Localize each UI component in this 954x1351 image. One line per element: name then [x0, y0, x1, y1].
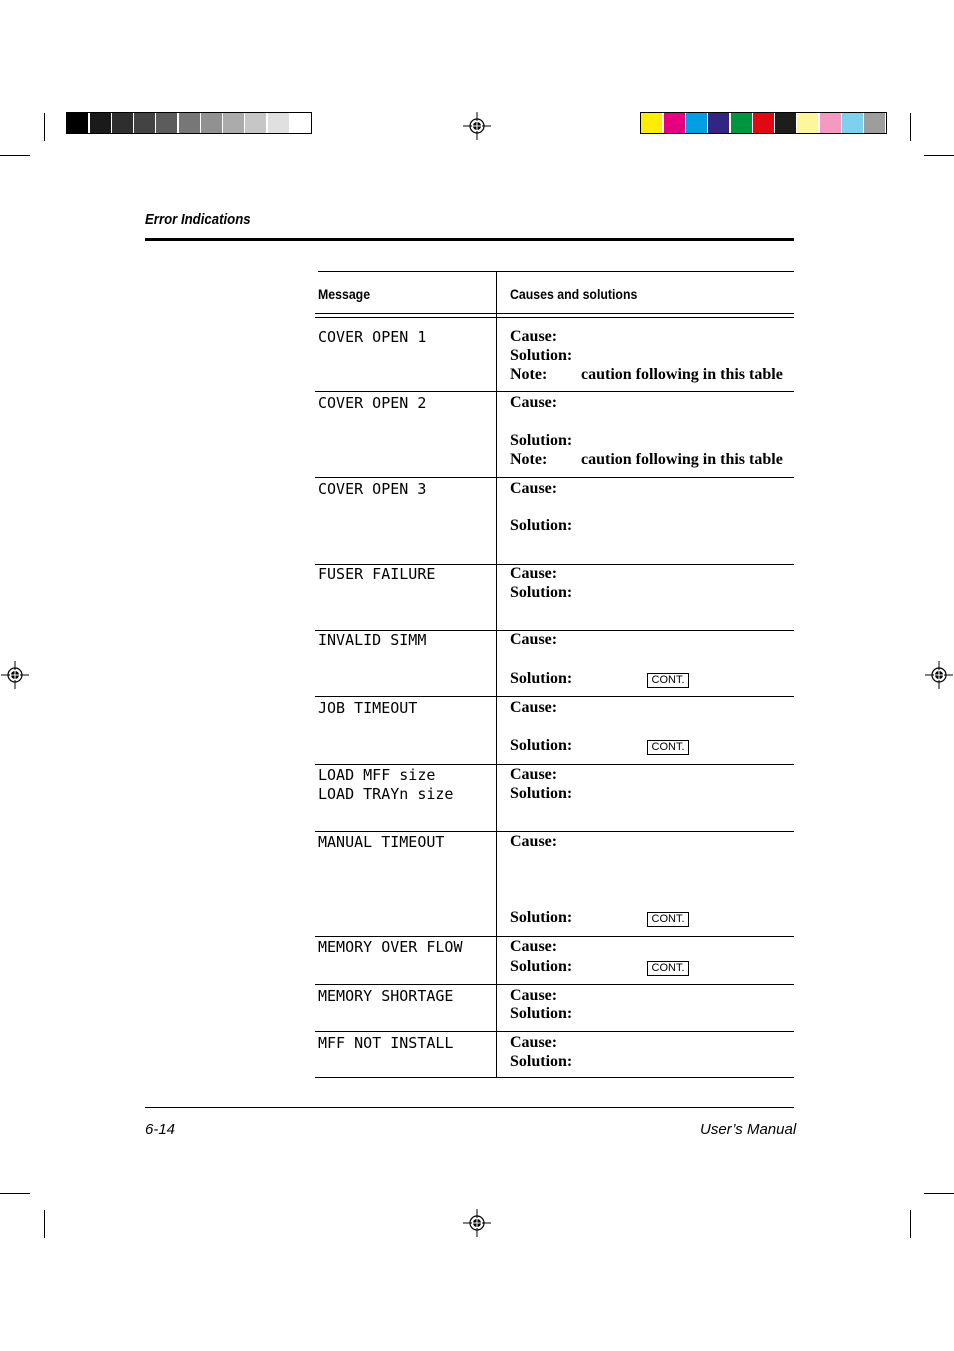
solution-label: Solution: — [510, 347, 573, 364]
section-title: Error Indications — [145, 211, 251, 228]
row-divider — [315, 696, 794, 697]
crop-mark — [0, 155, 30, 156]
solution-label: Solution: — [510, 670, 573, 687]
solution-label: Solution: — [510, 517, 573, 534]
solution-label: Solution: — [510, 584, 573, 601]
cs-6 — [775, 113, 796, 133]
cause-label: Cause: — [510, 328, 558, 345]
error-message: LOAD MFF size LOAD TRAYn size — [318, 766, 454, 803]
cs-7 — [797, 113, 818, 133]
error-message: COVER OPEN 2 — [318, 394, 427, 412]
error-message: MEMORY SHORTAGE — [318, 987, 454, 1005]
crop-mark — [44, 113, 45, 141]
header-rule — [145, 238, 794, 241]
gs-0 — [67, 113, 88, 133]
gs-6 — [201, 113, 222, 133]
crop-mark — [0, 1193, 30, 1194]
cause-label: Cause: — [510, 480, 558, 497]
column-header-causes: Causes and solutions — [510, 286, 638, 302]
row-divider — [315, 391, 794, 392]
cont-key-label: CONT. — [647, 673, 689, 688]
error-message: COVER OPEN 1 — [318, 328, 427, 346]
solution-label: Solution: — [510, 737, 573, 754]
cont-key-label: CONT. — [647, 961, 689, 976]
cause-label: Cause: — [510, 1034, 558, 1051]
solution-label: Solution: — [510, 432, 573, 449]
cause-label: Cause: — [510, 699, 558, 716]
note-label: Note: — [510, 451, 548, 468]
registration-mark-icon — [463, 1209, 491, 1237]
column-header-message: Message — [318, 286, 371, 302]
note-label: Note: — [510, 366, 548, 383]
footer-rule — [145, 1107, 794, 1108]
gs-4 — [156, 113, 177, 133]
cs-3 — [708, 113, 729, 133]
row-divider — [315, 936, 794, 937]
gs-8 — [245, 113, 266, 133]
note-text: caution following in this table — [581, 366, 783, 383]
crop-mark — [924, 155, 954, 156]
crop-mark — [924, 1193, 954, 1194]
error-message: COVER OPEN 3 — [318, 480, 427, 498]
registration-mark-icon — [463, 112, 491, 140]
gs-5 — [179, 113, 200, 133]
solution-label: Solution: — [510, 909, 573, 926]
header-double-rule — [315, 313, 794, 314]
cs-2 — [686, 113, 707, 133]
table-bottom-rule — [315, 1077, 794, 1078]
error-message: FUSER FAILURE — [318, 565, 436, 583]
solution-label: Solution: — [510, 958, 573, 975]
header-double-rule — [315, 317, 794, 318]
gs-1 — [90, 113, 111, 133]
cs-10 — [864, 113, 885, 133]
gs-7 — [223, 113, 244, 133]
cause-label: Cause: — [510, 631, 558, 648]
gs-3 — [134, 113, 155, 133]
row-divider — [315, 984, 794, 985]
solution-label: Solution: — [510, 1005, 573, 1022]
manual-title: User’s Manual — [700, 1121, 797, 1138]
crop-mark — [910, 113, 911, 141]
crop-mark — [910, 1210, 911, 1238]
table-top-rule — [318, 271, 794, 272]
solution-label: Solution: — [510, 785, 573, 802]
error-message: INVALID SIMM — [318, 631, 427, 649]
cs-5 — [753, 113, 774, 133]
gs-9 — [268, 113, 289, 133]
row-divider — [315, 1031, 794, 1032]
cs-9 — [842, 113, 863, 133]
cause-label: Cause: — [510, 766, 558, 783]
note-text: caution following in this table — [581, 451, 783, 468]
cs-0 — [641, 113, 662, 133]
solution-label: Solution: — [510, 1053, 573, 1070]
cs-8 — [820, 113, 841, 133]
cause-label: Cause: — [510, 394, 558, 411]
registration-mark-icon — [1, 661, 29, 689]
error-message: MFF NOT INSTALL — [318, 1034, 454, 1052]
crop-mark — [44, 1210, 45, 1238]
cont-key-label: CONT. — [647, 912, 689, 927]
error-message: MANUAL TIMEOUT — [318, 833, 445, 851]
cause-label: Cause: — [510, 987, 558, 1004]
error-message: JOB TIMEOUT — [318, 699, 418, 717]
page-number: 6-14 — [145, 1121, 176, 1138]
cause-label: Cause: — [510, 938, 558, 955]
cont-key-label: CONT. — [647, 740, 689, 755]
row-divider — [315, 831, 794, 832]
row-divider — [315, 477, 794, 478]
registration-mark-icon — [925, 661, 953, 689]
cause-label: Cause: — [510, 833, 558, 850]
cs-4 — [731, 113, 752, 133]
gs-10 — [290, 113, 311, 133]
error-message: MEMORY OVER FLOW — [318, 938, 463, 956]
cause-label: Cause: — [510, 565, 558, 582]
row-divider — [315, 764, 794, 765]
cs-1 — [664, 113, 685, 133]
gs-2 — [112, 113, 133, 133]
